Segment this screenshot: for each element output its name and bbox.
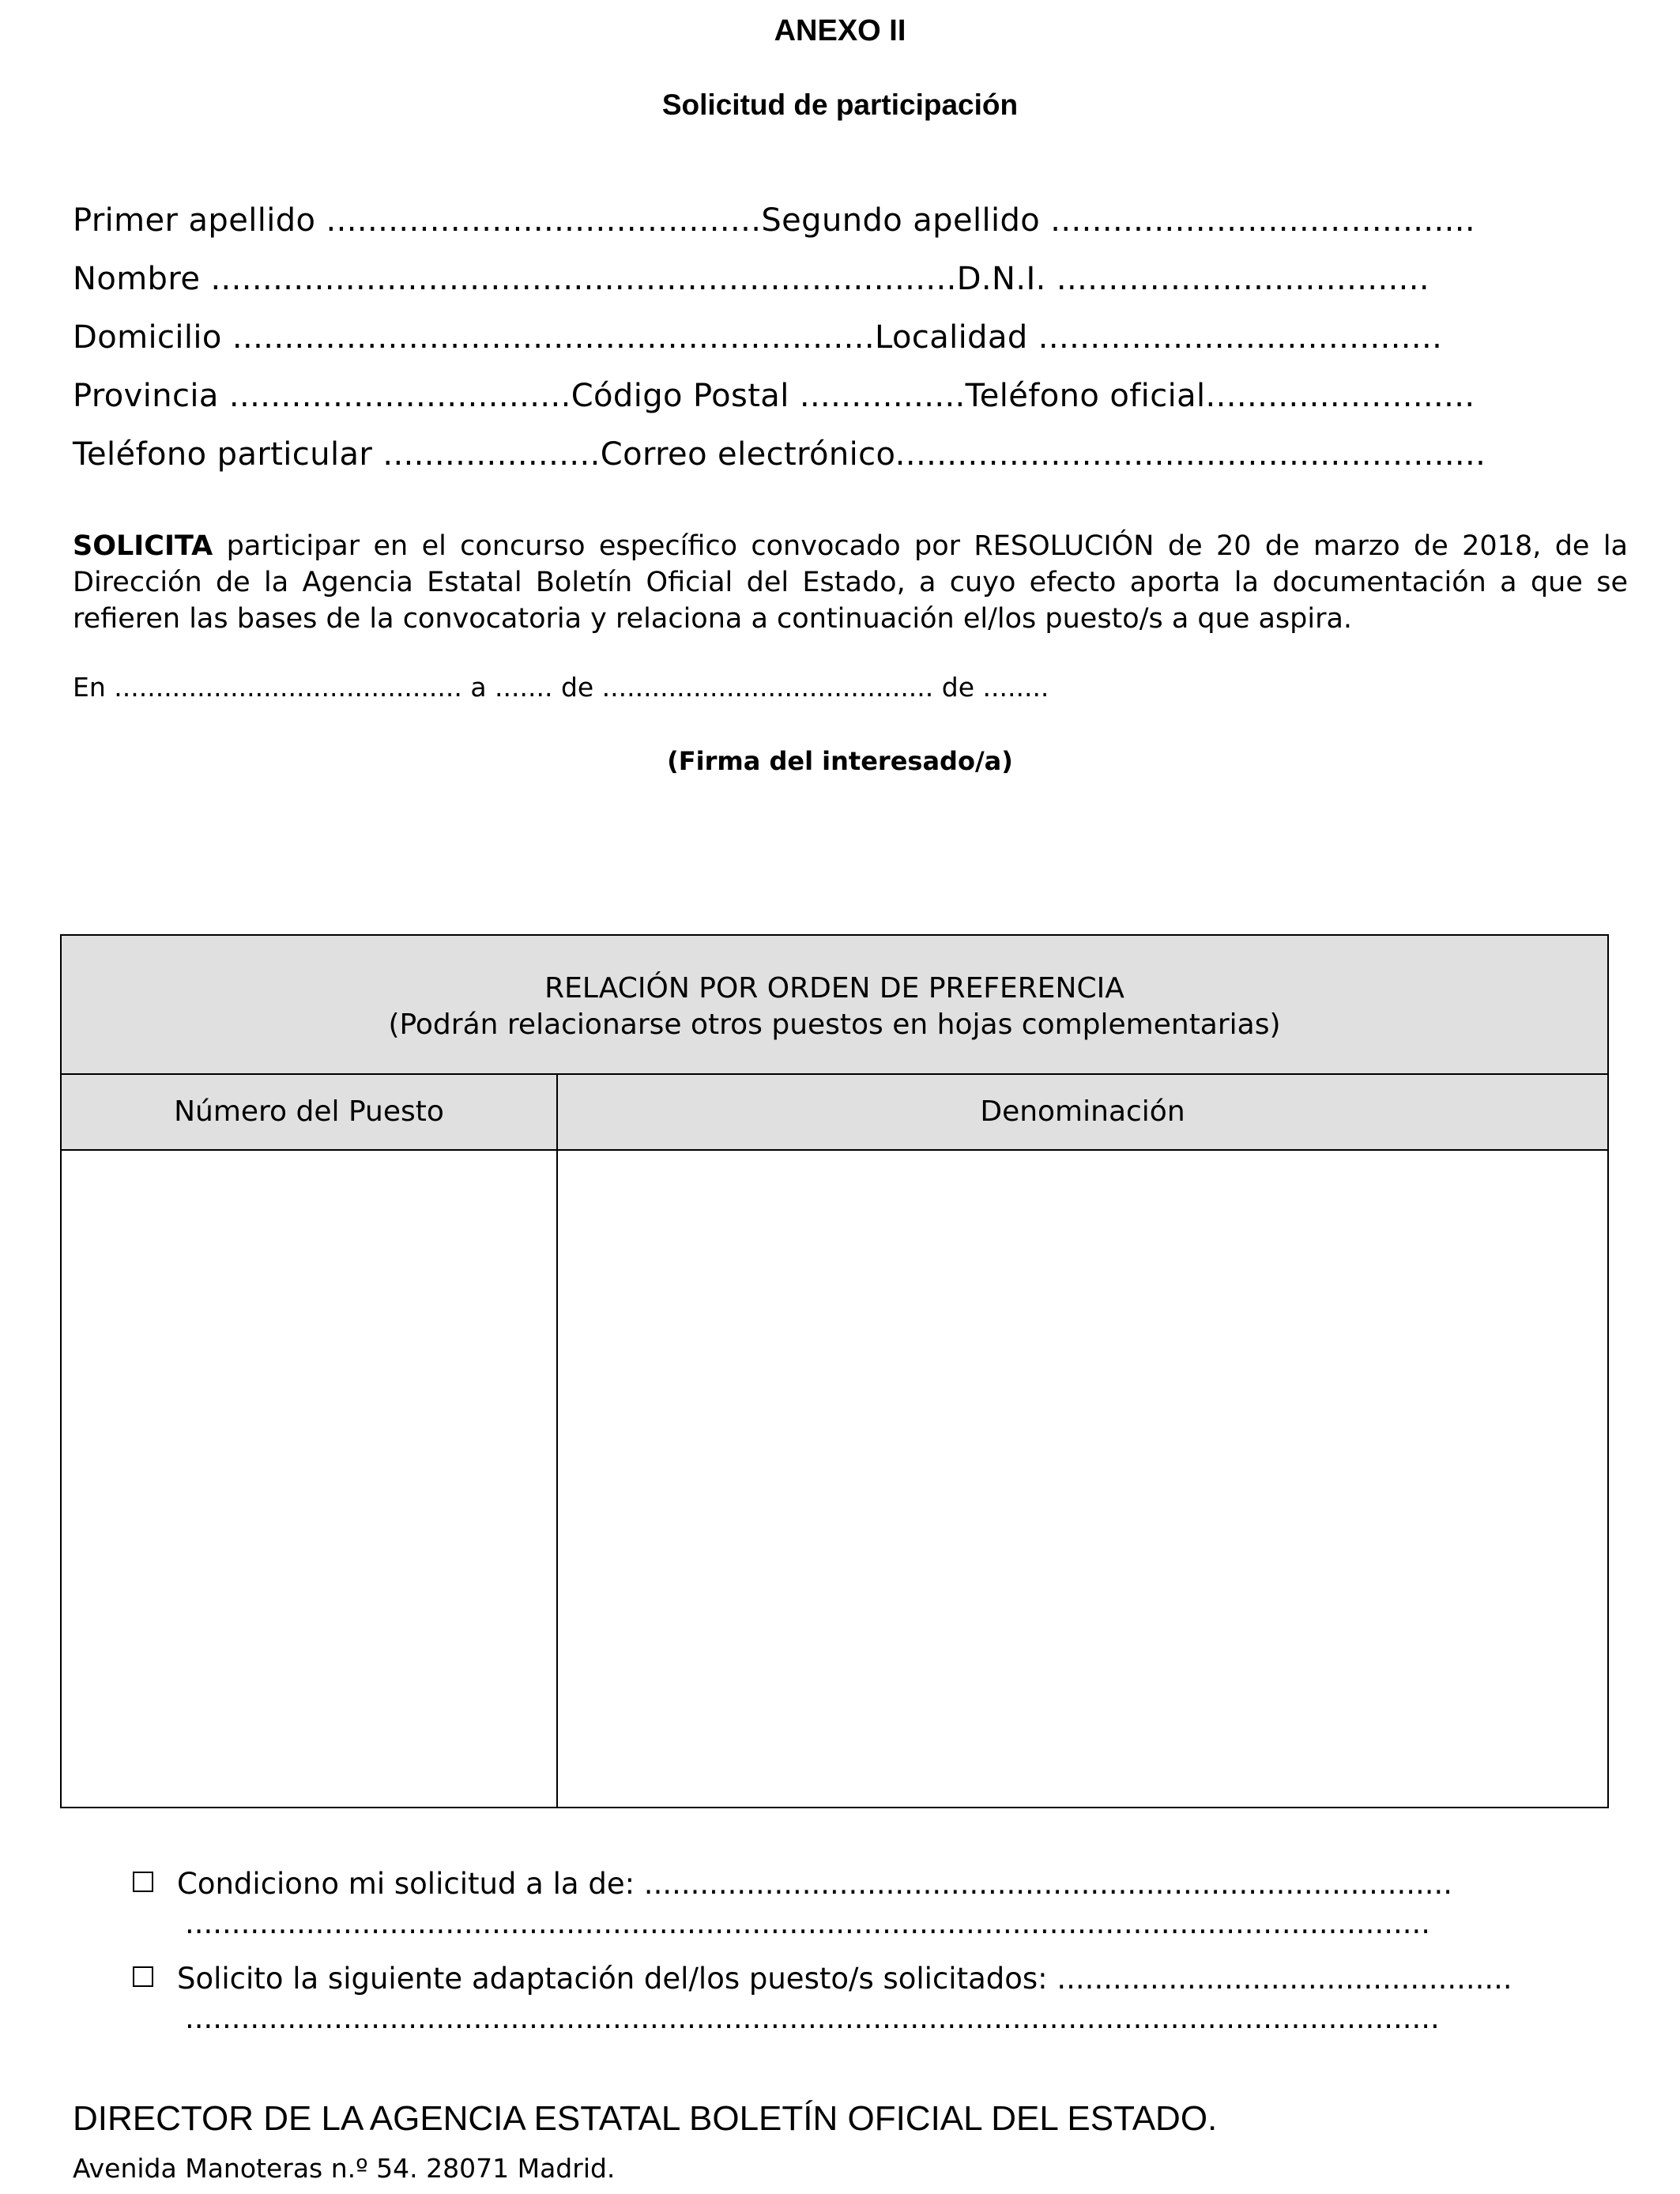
option-adaptation-continuation: ....................................................................................................................................... <box>185 2001 1440 2035</box>
table-title: RELACIÓN POR ORDEN DE PREFERENCIA <box>544 972 1124 1005</box>
field-line-name-dni: Nombre ........................................................................D.N.I. .................................... <box>73 261 1430 297</box>
checkbox-adaptation[interactable] <box>133 1966 153 1987</box>
option-adaptation[interactable] <box>133 1962 1512 1996</box>
option-condition-label: Condiciono mi solicitud a la de: ....................................................................................... <box>177 1867 1453 1901</box>
option-condition[interactable] <box>133 1867 1452 1901</box>
option-condition-continuation: ...................................................................................................................................... <box>185 1906 1431 1940</box>
field-line-province: Provincia .................................Código Postal ................Teléfono oficial.......................... <box>73 378 1475 414</box>
table-note: (Podrán relacionarse otros puestos en hojas complementarias) <box>388 1008 1281 1041</box>
table-header <box>62 936 1607 1075</box>
annex-title: ANEXO II <box>774 14 906 47</box>
recipient-address: Avenida Manoteras n.º 54. 28071 Madrid. <box>73 2153 616 2184</box>
field-line-surnames: Primer apellido ..........................................Segundo apellido ......................................... <box>73 202 1475 239</box>
table-column-headers <box>62 1075 1607 1151</box>
option-adaptation-label: Solicito la siguiente adaptación del/los puesto/s solicitados: ................................................. <box>177 1962 1512 1996</box>
preference-table <box>60 934 1609 1808</box>
column-header-number: Número del Puesto <box>174 1095 444 1128</box>
column-divider <box>556 1075 558 1807</box>
date-line: En .......................................... a ....... de ........................................ de ........ <box>73 672 1049 703</box>
field-line-address: Domicilio ..............................................................Localidad ....................................... <box>73 319 1443 356</box>
field-line-contact: Teléfono particular .....................Correo electrónico......................................................... <box>73 436 1486 473</box>
checkbox-condition[interactable] <box>133 1872 153 1892</box>
request-lead: SOLICITA <box>73 530 213 562</box>
recipient: DIRECTOR DE LA AGENCIA ESTATAL BOLETÍN OFICIAL DEL ESTADO. <box>73 2099 1218 2138</box>
signature-label: (Firma del interesado/a) <box>667 746 1013 776</box>
request-paragraph <box>73 528 1628 637</box>
request-body: participar en el concurso específico convocado por RESOLUCIÓN de 20 de marzo de 2018, de la Dirección de la Agencia Estatal Boletín Oficial del Estado, a cuyo efecto aporta la documentación a que se refieren las bases de la convocatoria y relaciona a continuación el/los puesto/s a que aspira. <box>73 530 1628 635</box>
column-header-denomination: Denominación <box>980 1095 1185 1128</box>
form-subtitle: Solicitud de participación <box>661 89 1019 121</box>
